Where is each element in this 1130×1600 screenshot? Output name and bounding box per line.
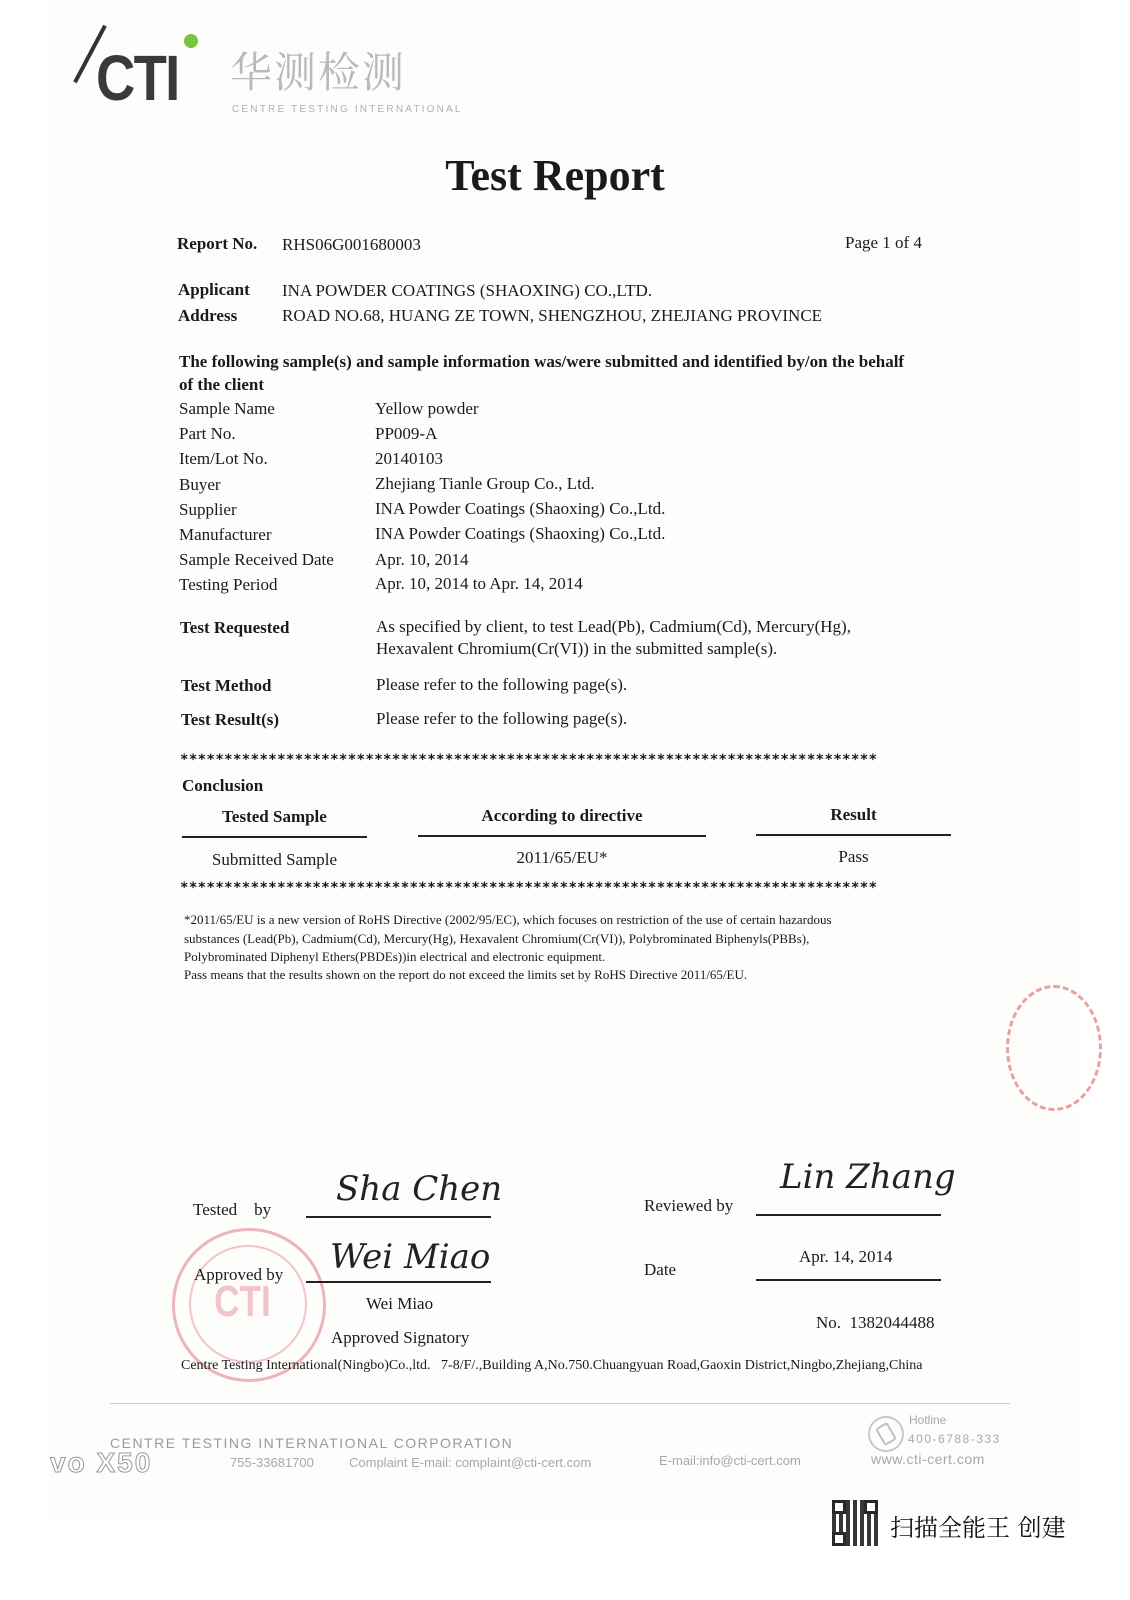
test-result-label: Test Result(s) (181, 710, 280, 729)
tested-by-signature: Sha Chen (336, 1169, 503, 1209)
footnote-line-1: *2011/65/EU is a new version of RoHS Directive (2002/95/EC), which focuses on restriction of the use of certain hazardous (184, 912, 832, 927)
logo-cti-text: CTI (96, 42, 179, 114)
date-line (756, 1279, 941, 1281)
footer-hotline-number: 400-6788-333 (908, 1432, 1001, 1446)
approved-by-line (306, 1281, 491, 1283)
footer-hotline-label: Hotline (909, 1413, 947, 1427)
header-rule-1 (182, 836, 367, 838)
footer-complaint-email: Complaint E-mail: complaint@cti-cert.com (349, 1455, 592, 1470)
sample-name-value: Yellow powder (375, 399, 479, 418)
address-value: ROAD NO.68, HUANG ZE TOWN, SHENGZHOU, ZHEJIANG PROVINCE (282, 306, 823, 325)
applicant-value: INA POWDER COATINGS (SHAOXING) CO.,LTD. (282, 281, 653, 300)
conclusion-label: Conclusion (182, 776, 264, 795)
cell-tested-sample: Submitted Sample (211, 850, 338, 869)
lot-no-value: 20140103 (375, 449, 443, 468)
received-date-label: Sample Received Date (179, 550, 334, 569)
red-seal-fragment (1006, 985, 1102, 1111)
footnote-line-4: Pass means that the results shown on the report do not exceed the limits set by RoHS Directive 2011/65/EU. (184, 967, 748, 982)
date-value: Apr. 14, 2014 (799, 1247, 893, 1266)
approved-by-label: Approved by (194, 1265, 284, 1284)
tested-by-label: Tested by (193, 1200, 272, 1219)
supplier-label: Supplier (179, 500, 237, 519)
manufacturer-value: INA Powder Coatings (Shaoxing) Co.,Ltd. (375, 524, 666, 543)
approved-name: Wei Miao (366, 1294, 434, 1313)
header-rule-3 (756, 834, 951, 836)
page-number: Page 1 of 4 (845, 233, 922, 252)
manufacturer-label: Manufacturer (179, 525, 272, 544)
phone-icon-glyph (875, 1422, 897, 1446)
reviewed-by-line (756, 1214, 941, 1216)
footnote-line-3: Polybrominated Diphenyl Ethers(PBDEs))in electrical and electronic equipment. (184, 949, 606, 964)
footer-info-email: E-mail:info@cti-cert.com (659, 1453, 801, 1468)
buyer-label: Buyer (179, 475, 221, 494)
header-directive: According to directive (481, 806, 643, 825)
testing-period-label: Testing Period (179, 575, 278, 594)
lot-no-label: Item/Lot No. (179, 449, 268, 468)
approved-title: Approved Signatory (331, 1328, 470, 1347)
part-no-label: Part No. (179, 424, 236, 443)
supplier-value: INA Powder Coatings (Shaoxing) Co.,Ltd. (375, 499, 666, 518)
serial-number: No. 1382044488 (816, 1313, 935, 1332)
separator-stars-bottom: ******************************************************************************* (180, 881, 878, 895)
phone-icon (868, 1416, 904, 1452)
page-title: Test Report (445, 151, 665, 200)
footnote-line-2: substances (Lead(Pb), Cadmium(Cd), Mercury(Hg), Hexavalent Chromium(Cr(VI)), Polybrominated Biphenyls(PBBs), (184, 931, 810, 946)
header-rule-2 (418, 835, 706, 837)
qr-corner-bl (832, 1532, 846, 1546)
separator-stars-top: ******************************************************************************* (180, 753, 878, 767)
footer-tel: 755-33681700 (230, 1455, 314, 1470)
test-requested-label: Test Requested (180, 618, 290, 637)
logo-dot (184, 34, 198, 48)
cell-result: Pass (838, 847, 869, 866)
header-tested-sample: Tested Sample (222, 807, 327, 826)
footer-corporation: CENTRE TESTING INTERNATIONAL CORPORATION (110, 1435, 514, 1451)
sample-name-label: Sample Name (179, 399, 275, 418)
cell-directive: 2011/65/EU* (516, 848, 608, 867)
intro-statement: The following sample(s) and sample information was/were submitted and identified by/on the behalf of the client (179, 352, 905, 394)
address-label: Address (178, 306, 238, 325)
report-no-label: Report No. (177, 234, 258, 253)
company-address-line: Centre Testing International(Ningbo)Co.,ltd. 7-8/F/.,Building A,No.750.Chuangyuan Road,Gaoxin District,Ningbo,Zhejiang,China (181, 1358, 923, 1373)
footer-divider (110, 1403, 1010, 1404)
cti-stamp-text: CTI (214, 1277, 271, 1326)
footer-website: www.cti-cert.com (871, 1451, 985, 1467)
test-method-label: Test Method (181, 676, 272, 695)
date-label: Date (644, 1260, 677, 1279)
reviewed-by-label: Reviewed by (644, 1196, 734, 1215)
test-requested-line2: Hexavalent Chromium(Cr(VI)) in the submitted sample(s). (376, 639, 778, 658)
report-no-value: RHS06G001680003 (282, 235, 421, 254)
reviewed-by-signature: Lin Zhang (780, 1157, 956, 1197)
approved-by-signature: Wei Miao (330, 1237, 491, 1277)
qr-code-icon (832, 1500, 878, 1546)
part-no-value: PP009-A (375, 424, 438, 443)
device-watermark: vo X50 (50, 1447, 153, 1478)
test-method-value: Please refer to the following page(s). (376, 675, 628, 694)
received-date-value: Apr. 10, 2014 (375, 550, 469, 569)
testing-period-value: Apr. 10, 2014 to Apr. 14, 2014 (375, 574, 583, 593)
logo-chinese-name: 华测检测 (230, 48, 407, 97)
buyer-value: Zhejiang Tianle Group Co., Ltd. (375, 474, 595, 493)
test-requested-line1: As specified by client, to test Lead(Pb), Cadmium(Cd), Mercury(Hg), (376, 617, 851, 636)
qr-corner-tl (832, 1500, 846, 1514)
applicant-label: Applicant (178, 280, 250, 299)
header-result: Result (830, 805, 877, 824)
logo-english-name: CENTRE TESTING INTERNATIONAL (232, 104, 463, 115)
scanner-caption: 扫描全能王 创建 (890, 1514, 1066, 1542)
qr-corner-tr (864, 1500, 878, 1514)
tested-by-line (306, 1216, 491, 1218)
test-result-value: Please refer to the following page(s). (376, 709, 628, 728)
